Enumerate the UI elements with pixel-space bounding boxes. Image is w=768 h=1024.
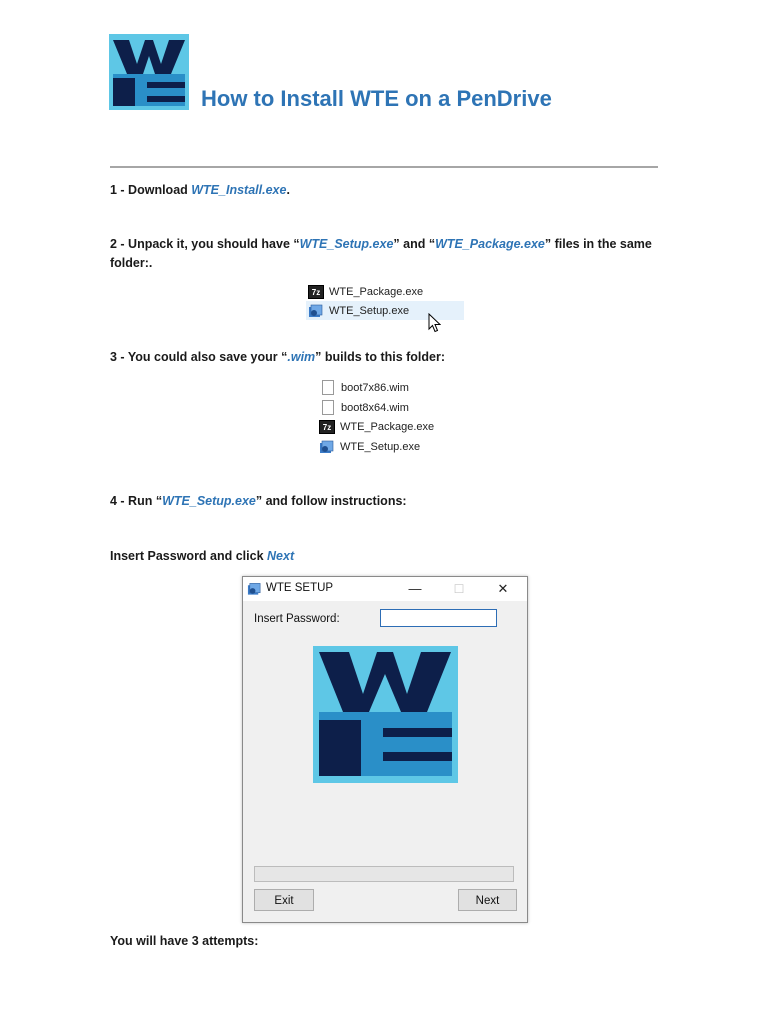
file-item-setup-2[interactable]: WTE_Setup.exe [319, 437, 420, 456]
step-1: 1 - Download WTE_Install.exe. [110, 183, 290, 197]
next-ref: Next [267, 549, 295, 563]
7z-archive-icon: 7z [319, 420, 335, 434]
step-3-wim: .wim [287, 350, 316, 364]
password-input[interactable] [380, 609, 497, 627]
file-item-boot8[interactable]: boot8x64.wim [320, 398, 409, 417]
file-item-setup[interactable]: WTE_Setup.exe [306, 301, 464, 320]
step-2: 2 - Unpack it, you should have “WTE_Setup.exe” and “WTE_Package.exe” files in the same folder:. [110, 237, 652, 270]
step-1-text: 1 - Download [110, 183, 192, 197]
password-label: Insert Password: [254, 613, 340, 625]
step-2-link-setup: WTE_Setup.exe [299, 237, 394, 251]
wte-logo [109, 34, 189, 110]
progress-bar [254, 866, 514, 882]
close-button[interactable]: ✕ [497, 581, 509, 596]
file-item-package[interactable]: 7z WTE_Package.exe [308, 282, 464, 301]
next-button[interactable]: Next [458, 889, 517, 911]
setup-icon [319, 440, 335, 454]
dialog-title: WTE SETUP [266, 582, 334, 594]
setup-dialog [242, 576, 528, 923]
setup-icon [308, 304, 324, 318]
7z-archive-icon: 7z [308, 285, 324, 299]
dialog-titlebar[interactable] [243, 577, 527, 601]
step-4: 4 - Run “WTE_Setup.exe” and follow instructions: [110, 494, 407, 508]
wte-logo [313, 646, 458, 783]
step-4-link: WTE_Setup.exe [162, 494, 256, 508]
minimize-button[interactable]: — [408, 581, 422, 596]
step-1-link[interactable]: WTE_Install.exe [191, 183, 287, 197]
cursor-icon [428, 313, 441, 333]
step-3: 3 - You could also save your “.wim” builds to this folder: [110, 350, 446, 364]
setup-icon [247, 582, 262, 596]
step-2-link-package: WTE_Package.exe [435, 237, 545, 251]
attempts-text: You will have 3 attempts: [110, 934, 259, 948]
file-item-package-2[interactable]: 7z WTE_Package.exe [319, 417, 434, 436]
insert-instruction: Insert Password and click Next [110, 549, 295, 563]
file-icon [322, 380, 334, 395]
maximize-button[interactable]: ☐ [453, 582, 465, 596]
page-title: How to Install WTE on a PenDrive [201, 86, 552, 111]
file-item-boot7[interactable]: boot7x86.wim [320, 378, 409, 397]
divider [110, 166, 658, 168]
exit-button[interactable]: Exit [254, 889, 314, 911]
file-icon [322, 400, 334, 415]
